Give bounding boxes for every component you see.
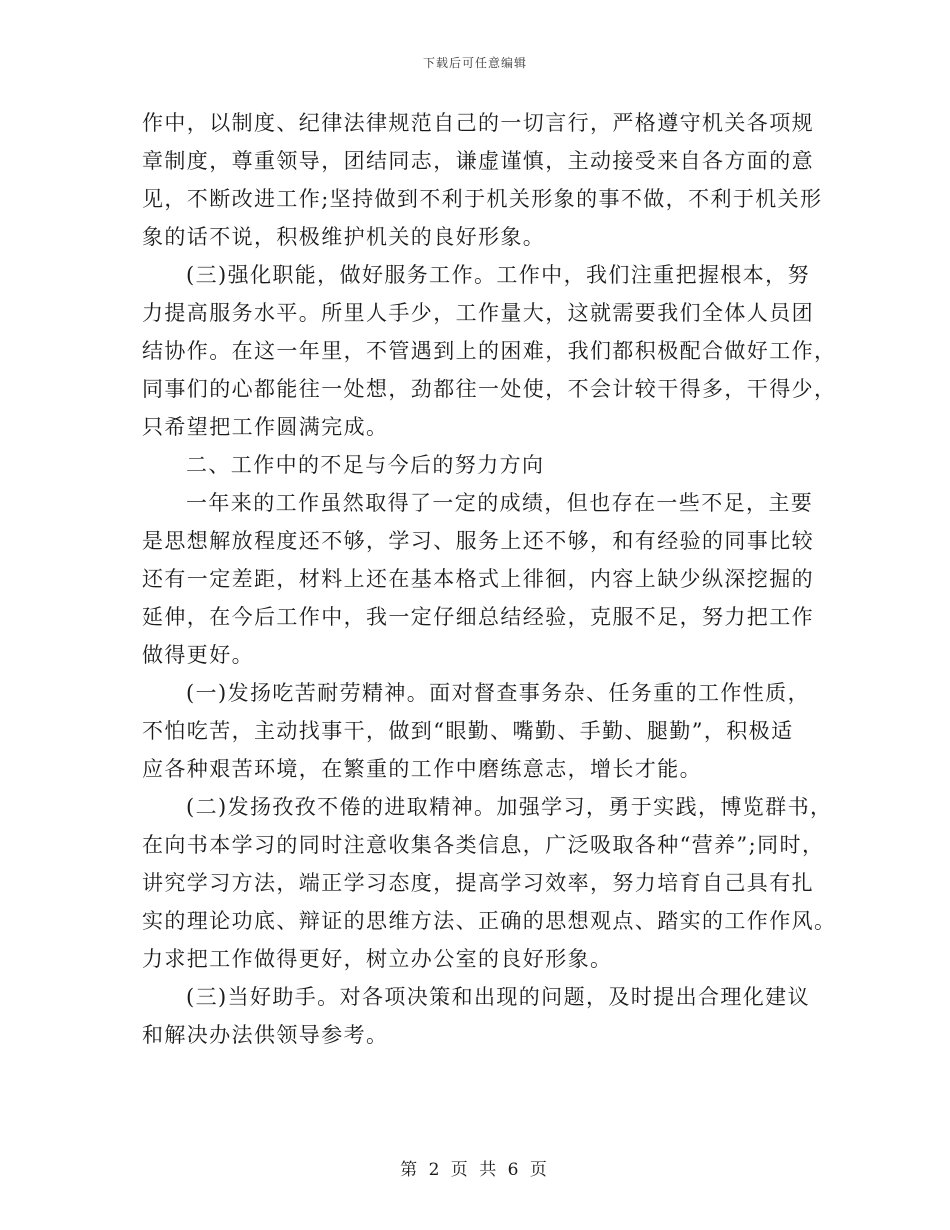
body-line: 实的理论功底、辩证的思维方法、正确的思想观点、踏实的工作作风。 xyxy=(142,909,837,933)
section-heading: 二、工作中的不足与今后的努力方向 xyxy=(186,453,545,477)
body-line: 只希望把工作圆满完成。 xyxy=(142,415,389,439)
body-line: 是思想解放程度还不够，学习、服务上还不够，和有经验的同事比较 xyxy=(142,529,814,553)
body-line: 力提高服务水平。所里人手少，工作量大，这就需要我们全体人员团 xyxy=(142,301,814,325)
page-header: 下载后可任意编辑 xyxy=(422,56,527,70)
body-line: 象的话不说，积极维护机关的良好形象。 xyxy=(142,225,546,249)
body-line: 应各种艰苦环境，在繁重的工作中磨练意志，增长才能。 xyxy=(142,757,702,781)
body-line: 见，不断改进工作;坚持做到不利于机关形象的事不做，不利于机关形 xyxy=(142,187,823,211)
body-line: 作中，以制度、纪律法律规范自己的一切言行，严格遵守机关各项规 xyxy=(142,111,814,135)
body-line: 还有一定差距，材料上还在基本格式上徘徊，内容上缺少纵深挖掘的 xyxy=(142,567,814,591)
paragraph-start-line: (二)发扬孜孜不倦的进取精神。加强学习，勇于实践，博览群书， xyxy=(186,795,833,819)
paragraph-start-line: (一)发扬吃苦耐劳精神。面对督查事务杂、任务重的工作性质， xyxy=(186,681,810,705)
body-line: 章制度，尊重领导，团结同志，谦虚谨慎，主动接受来自各方面的意 xyxy=(142,149,814,173)
page-footer: 第 2 页 共 6 页 xyxy=(400,1160,550,1180)
body-line: 做得更好。 xyxy=(142,643,254,667)
body-line: 结协作。在这一年里，不管遇到上的困难，我们都积极配合做好工作， xyxy=(142,339,837,363)
body-line: 力求把工作做得更好，树立办公室的良好形象。 xyxy=(142,947,613,971)
body-line: 和解决办法供领导参考。 xyxy=(142,1023,389,1047)
body-line: 延伸，在今后工作中，我一定仔细总结经验，克服不足，努力把工作 xyxy=(142,605,814,629)
paragraph-start-line: (三)强化职能，做好服务工作。工作中，我们注重把握根本，努 xyxy=(186,263,810,287)
body-line: 不怕吃苦，主动找事干，做到“眼勤、嘴勤、手勤、腿勤”，积极适 xyxy=(142,719,794,743)
body-line: 同事们的心都能往一处想，劲都往一处使，不会计较干得多，干得少， xyxy=(142,377,837,401)
body-line: 在向书本学习的同时注意收集各类信息，广泛吸取各种“营养”;同时， xyxy=(142,833,825,857)
paragraph-start-line: (三)当好助手。对各项决策和出现的问题，及时提出合理化建议 xyxy=(186,985,810,1009)
body-line: 讲究学习方法，端正学习态度，提高学习效率，努力培育自己具有扎 xyxy=(142,871,814,895)
paragraph-start-line: 一年来的工作虽然取得了一定的成绩，但也存在一些不足，主要 xyxy=(186,491,814,515)
document-body xyxy=(142,104,837,1054)
